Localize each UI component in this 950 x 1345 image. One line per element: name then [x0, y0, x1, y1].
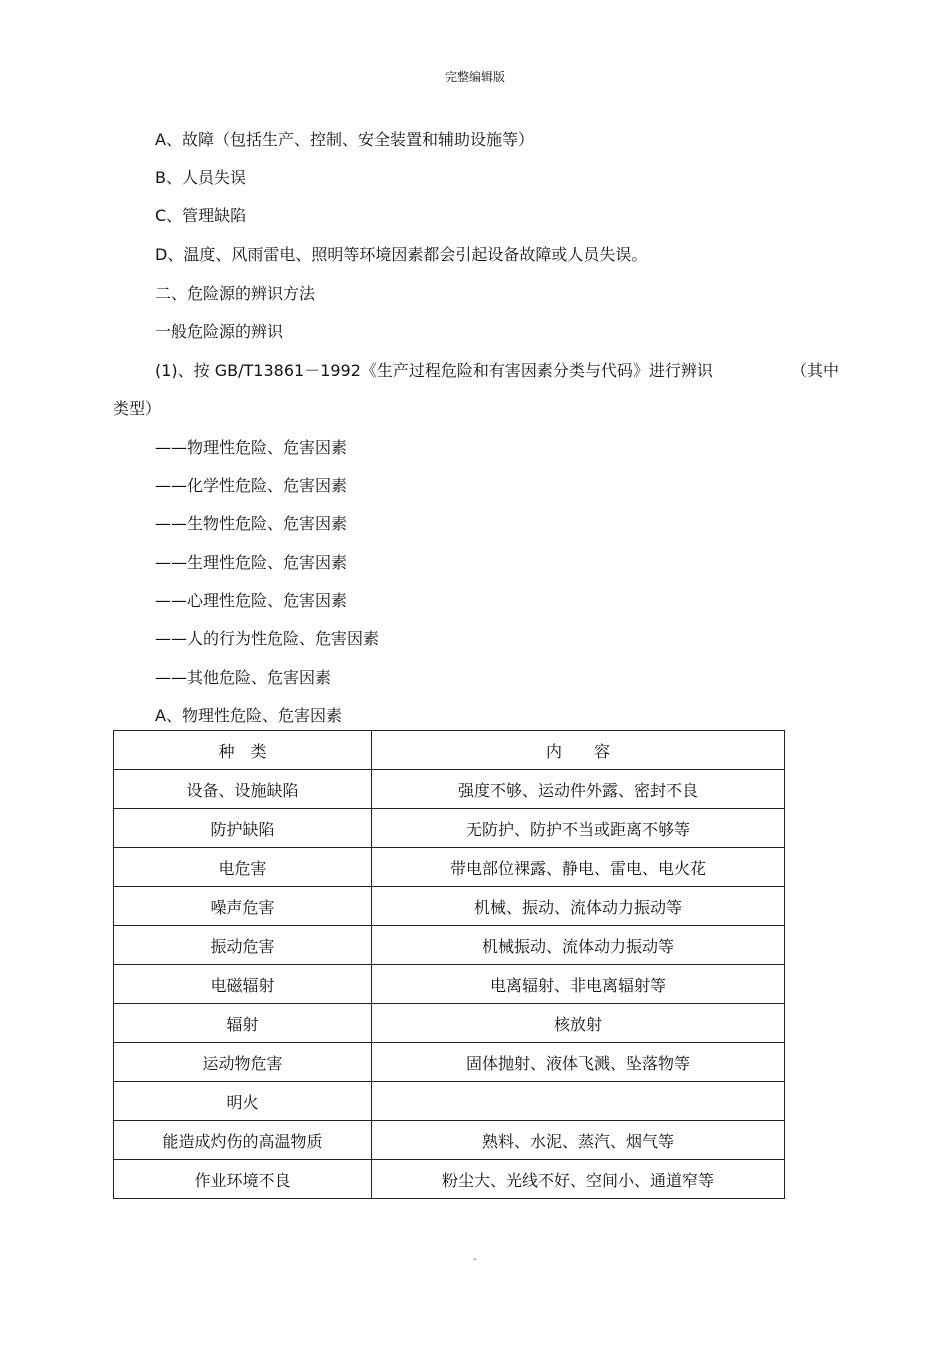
header-content: 内 容: [372, 731, 785, 770]
cell-content: 强度不够、运动件外露、密封不良: [372, 770, 785, 809]
category-item: ——生理性危险、危害因素: [155, 553, 348, 572]
paragraph-management-defect: C、管理缺陷: [155, 206, 247, 225]
category-item: ——化学性危险、危害因素: [155, 476, 348, 495]
cell-type: 设备、设施缺陷: [114, 770, 372, 809]
category-item: ——生物性危险、危害因素: [155, 514, 348, 533]
table-row: [114, 965, 785, 1004]
category-item: ——人的行为性危险、危害因素: [155, 629, 380, 648]
cell-type: 辐射: [114, 1004, 372, 1043]
cell-content: 粉尘大、光线不好、空间小、通道窄等: [372, 1160, 785, 1199]
table-row: [114, 1043, 785, 1082]
table-row: [114, 1121, 785, 1160]
method-text: (1)、按 GB/T13861－1992《生产过程危险和有害因素分类与代码》进行辨识: [155, 361, 713, 380]
cell-type: 噪声危害: [114, 887, 372, 926]
category-item: ——物理性危险、危害因素: [155, 438, 348, 457]
table-row: [114, 926, 785, 965]
cell-content: 核放射: [372, 1004, 785, 1043]
cell-type: 运动物危害: [114, 1043, 372, 1082]
cell-type: 电危害: [114, 848, 372, 887]
cell-content: 电离辐射、非电离辐射等: [372, 965, 785, 1004]
table-header-row: [114, 731, 785, 770]
method-line: [155, 361, 840, 381]
method-line-continued: 类型）: [113, 399, 162, 418]
cell-type: 能造成灼伤的高温物质: [114, 1121, 372, 1160]
table-row: [114, 1004, 785, 1043]
cell-type: 电磁辐射: [114, 965, 372, 1004]
category-item: ——心理性危险、危害因素: [155, 591, 348, 610]
cell-type: 明火: [114, 1082, 372, 1121]
cell-content: 机械、振动、流体动力振动等: [372, 887, 785, 926]
cell-content: 带电部位裸露、静电、雷电、电火花: [372, 848, 785, 887]
hazard-table: [113, 730, 785, 1199]
table-caption: A、物理性危险、危害因素: [155, 706, 342, 725]
table-row: [114, 848, 785, 887]
page-header: 完整编辑版: [444, 70, 505, 84]
table-row: [114, 770, 785, 809]
cell-type: 作业环境不良: [114, 1160, 372, 1199]
paragraph-environment: D、温度、风雨雷电、照明等环境因素都会引起设备故障或人员失误。: [155, 245, 648, 264]
header-type: 种 类: [114, 731, 372, 770]
cell-content: 固体抛射、液体飞溅、坠落物等: [372, 1043, 785, 1082]
category-item: ——其他危险、危害因素: [155, 668, 332, 687]
cell-content: 熟料、水泥、蒸汽、烟气等: [372, 1121, 785, 1160]
cell-type: 振动危害: [114, 926, 372, 965]
cell-content: [372, 1082, 785, 1121]
paragraph-human-error: B、人员失误: [155, 168, 246, 187]
cell-content: 无防护、防护不当或距离不够等: [372, 809, 785, 848]
cell-type: 防护缺陷: [114, 809, 372, 848]
footer-mark: .: [473, 1252, 477, 1263]
paragraph-fault: A、故障（包括生产、控制、安全装置和辅助设施等）: [155, 130, 534, 149]
table-row: [114, 1160, 785, 1199]
section-heading: 二、危险源的辨识方法: [155, 284, 316, 303]
cell-content: 机械振动、流体动力振动等: [372, 926, 785, 965]
table-row: [114, 809, 785, 848]
table-row: [114, 1082, 785, 1121]
table-row: [114, 887, 785, 926]
method-tail: （其中: [791, 361, 840, 380]
subsection-heading: 一般危险源的辨识: [155, 322, 284, 341]
